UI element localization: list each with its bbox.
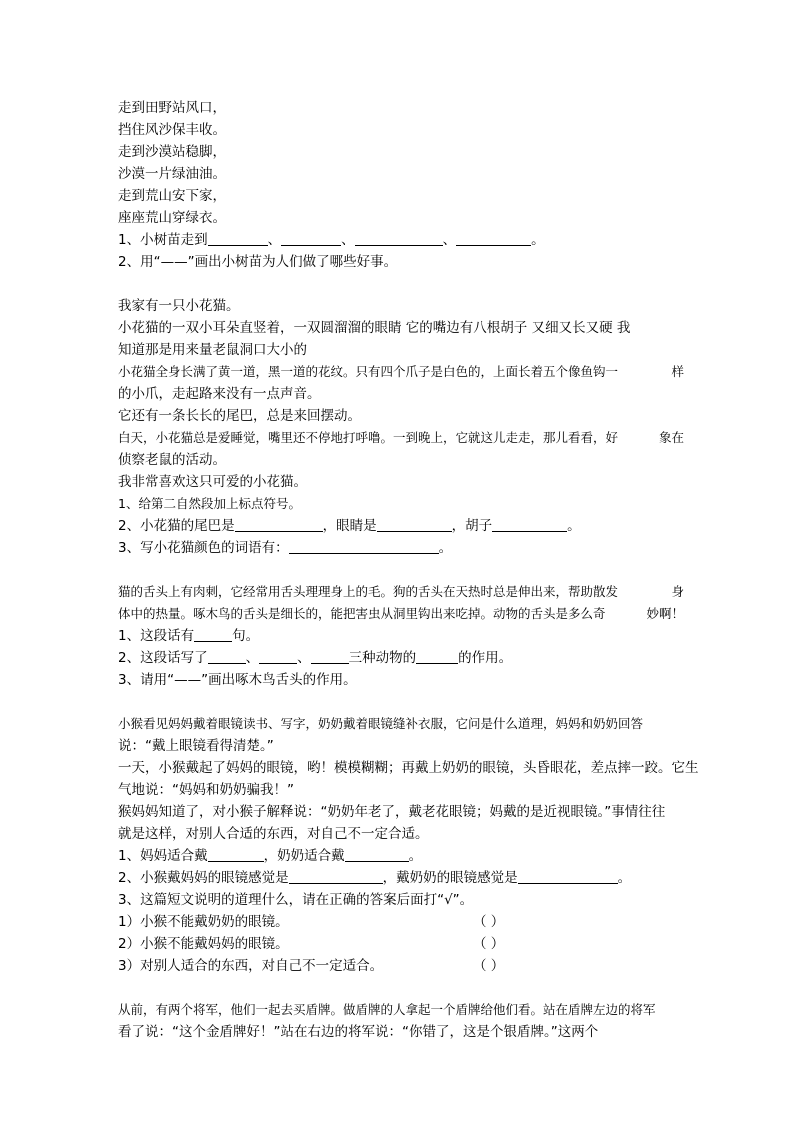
passage-line: 侦察老鼠的活动。 [118,452,226,468]
poem-line: 走到沙漠站稳脚， [118,144,226,160]
answer-parens[interactable]: （ ） [473,936,505,952]
question-3-3: 3、请用“——”画出啄木鸟舌头的作用。 [118,672,357,688]
question-1-1: 1、小树苗走到 、 、 、 。 [118,232,545,248]
worksheet-page [118,97,699,1043]
passage-line: 知道那是用来量老鼠洞口大小的 [118,342,307,358]
passage-title: 我家有一只小花猫。 [118,298,240,314]
question-1-2: 2、用“——”画出小树苗为人们做了哪些好事。 [118,254,398,270]
answer-blank[interactable] [289,869,383,884]
question-3-1: 1、这段话有 句。 [118,628,260,644]
answer-blank[interactable] [492,517,567,532]
passage-line: 小猴看见妈妈戴着眼镜读书、写字，奶奶戴着眼镜缝补衣服，它问是什么道理，妈妈和奶奶回答 [118,716,644,731]
answer-blank[interactable] [208,649,246,664]
question-2-2: 2、小花猫的尾巴是 ，眼睛是 ，胡子 。 [118,518,581,534]
option-row: 1）小猴不能戴奶奶的眼镜。 （ ） [118,911,684,933]
passage-line: 一天，小猴戴起了妈妈的眼镜，哟！模模糊糊；再戴上奶奶的眼镜，头昏眼花，差点摔一跤。它生 [118,760,699,776]
answer-blank[interactable] [208,231,268,246]
answer-blank[interactable] [456,231,531,246]
passage-line: 看了说：“这个金盾牌好！”站在右边的将军说：“你错了，这是个银盾牌。”这两个 [118,1024,599,1040]
passage-line: 猴妈妈知道了，对小猴子解释说：“奶奶年老了，戴老花眼镜；妈戴的是近视眼镜。”事情往往 [118,804,666,820]
passage-line: 从前，有两个将军，他们一起去买盾牌。做盾牌的人拿起一个盾牌给他们看。站在盾牌左边的将军 [118,1002,656,1017]
passage-line: 气地说：“妈妈和奶奶骗我！” [118,782,294,798]
question-4-2: 2、小猴戴妈妈的眼镜感觉是 ，戴奶奶的眼镜感觉是 。 [118,870,632,886]
option-row: 3）对别人适合的东西，对自己不一定适合。 （ ） [118,955,684,977]
passage-line: 的小爪，走起路来没有一点声音。 [118,386,321,402]
question-2-3: 3、写小花猫颜色的词语有： 。 [118,540,453,556]
passage-line: 小花猫的一双小耳朵直竖着，一双圆溜溜的眼睛 它的嘴边有八根胡子 又细又长又硬 我 [118,320,631,336]
answer-blank[interactable] [208,847,264,862]
question-4-3: 3、这篇短文说明的道理什么，请在正确的答案后面打“√”。 [118,892,474,908]
passage-line: 小花猫全身长满了黄一道，黑一道的花纹。只有四个爪子是白色的，上面长着五个像鱼钩一 样 [118,364,684,379]
poem-line: 座座荒山穿绿衣。 [118,210,226,226]
poem-line: 沙漠一片绿油油。 [118,166,226,182]
option-row: 2）小猴不能戴妈妈的眼镜。 （ ） [118,933,684,955]
poem-line: 挡住风沙保丰收。 [118,122,226,138]
answer-parens[interactable]: （ ） [473,914,505,930]
answer-blank[interactable] [345,847,409,862]
answer-blank[interactable] [416,649,458,664]
answer-blank[interactable] [311,649,349,664]
answer-blank[interactable] [235,517,323,532]
passage-line: 猫的舌头上有肉刺，它经常用舌头理理身上的毛。狗的舌头在天热时总是伸出来，帮助散发 身 [118,584,684,599]
answer-blank[interactable] [377,517,452,532]
answer-blank[interactable] [281,231,341,246]
answer-blank[interactable] [194,627,232,642]
question-4-1: 1、妈妈适合戴 ，奶奶适合戴 。 [118,848,423,864]
answer-parens[interactable]: （ ） [473,958,505,974]
passage-line: 说：“戴上眼镜看得清楚。” [118,738,274,754]
question-2-1: 1、给第二自然段加上标点符号。 [118,496,301,511]
poem-line: 走到田野站风口， [118,100,226,116]
answer-blank[interactable] [518,869,618,884]
passage-line: 它还有一条长长的尾巴，总是来回摆动。 [118,408,361,424]
answer-blank[interactable] [355,231,443,246]
passage-line: 白天，小花猫总是爱睡觉，嘴里还不停地打呼噜。一到晚上，它就这儿走走，那儿看看，好 象在 [118,430,684,445]
question-3-2: 2、这段话写了 、 、 三种动物的 的作用。 [118,650,513,666]
passage-line: 体中的热量。啄木鸟的舌头是细长的，能把害虫从洞里钩出来吃掉。动物的舌头是多么奇 妙啊！ [118,606,684,621]
passage-line: 就是这样，对别人合适的东西，对自己不一定合适。 [118,826,429,842]
passage-line: 我非常喜欢这只可爱的小花猫。 [118,474,307,490]
answer-blank[interactable] [289,539,439,554]
answer-blank[interactable] [259,649,297,664]
poem-line: 走到荒山安下家， [118,188,226,204]
